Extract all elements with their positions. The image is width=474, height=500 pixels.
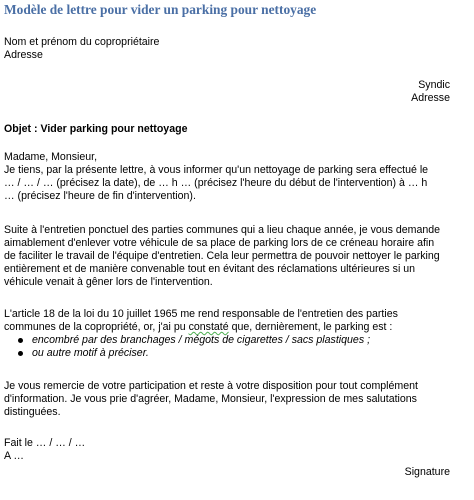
paragraph-2-line: de faciliter le travail de l'équipe d'entretien. Cela leur permettra de pouvoir nettoyer le parking <box>4 250 440 262</box>
paragraph-3-line: L'article 18 de la loi du 10 juillet 1965 me rend responsable de l'entretien des parties <box>4 308 398 320</box>
paragraph-1-line: … (précisez l'heure de fin d'intervention). <box>4 190 196 202</box>
paragraph-2-line: entièrement et de manière convenable tout en évitant des réclamations ultérieures si un <box>4 263 416 275</box>
recipient-block <box>411 79 450 105</box>
place-date-line: Fait le … / … / … <box>4 437 86 449</box>
list-item <box>4 347 398 360</box>
list-item-text: encombré par des branchages / mégots de cigarettes / sacs plastiques ; <box>32 334 371 346</box>
sender-block <box>4 36 159 62</box>
sender-name: Nom et prénom du copropriétaire <box>4 36 160 48</box>
paragraph-1 <box>4 164 428 203</box>
paragraph-1-line: … / … / … (précisez la date), de … h … (précisez l'heure du début de l'intervention) à … h <box>4 177 428 189</box>
sender-address: Adresse <box>4 49 43 61</box>
paragraph-2 <box>4 224 440 289</box>
grammar-marked-word: constaté <box>188 321 229 333</box>
paragraph-4-line: d'information. Je vous prie d'agréer, Madame, Monsieur, l'expression de mes salutations <box>4 393 417 405</box>
salutation: Madame, Monsieur, <box>4 151 98 163</box>
issues-list <box>4 334 398 360</box>
paragraph-3-text: communes de la copropriété, or, j'ai pu <box>4 321 189 333</box>
paragraph-2-line: Suite à l'entretien ponctuel des parties communes qui a lieu chaque année, je vous demande <box>4 224 441 236</box>
subject-line: Objet : Vider parking pour nettoyage <box>4 123 188 135</box>
closing-block <box>4 437 85 463</box>
paragraph-4-line: Je vous remercie de votre participation et reste à votre disposition pour tout complément <box>4 380 418 392</box>
paragraph-2-line: aimablement d'enlever votre véhicule de sa place de parking lors de ce créneau horaire afin <box>4 237 435 249</box>
paragraph-4-line: distinguées. <box>4 406 61 418</box>
recipient-name: Syndic <box>418 79 450 91</box>
paragraph-3-line <box>4 321 398 334</box>
document-title: Modèle de lettre pour vider un parking pour nettoyage <box>4 2 317 17</box>
paragraph-2-line: véhicule venait à gêner lors de l'intervention. <box>4 276 213 288</box>
bullet-icon <box>18 351 23 356</box>
bullet-icon <box>18 338 23 343</box>
signature-label: Signature <box>404 466 450 478</box>
list-item-text: ou autre motif à préciser. <box>32 347 149 359</box>
recipient-address: Adresse <box>411 92 450 104</box>
paragraph-1-line: Je tiens, par la présente lettre, à vous informer qu'un nettoyage de parking sera effectué le <box>4 164 429 176</box>
paragraph-4 <box>4 380 418 419</box>
city-line: A … <box>4 450 25 462</box>
list-item <box>4 334 398 347</box>
paragraph-3-text: que, dernièrement, le parking est : <box>228 321 393 333</box>
paragraph-3 <box>4 308 398 360</box>
